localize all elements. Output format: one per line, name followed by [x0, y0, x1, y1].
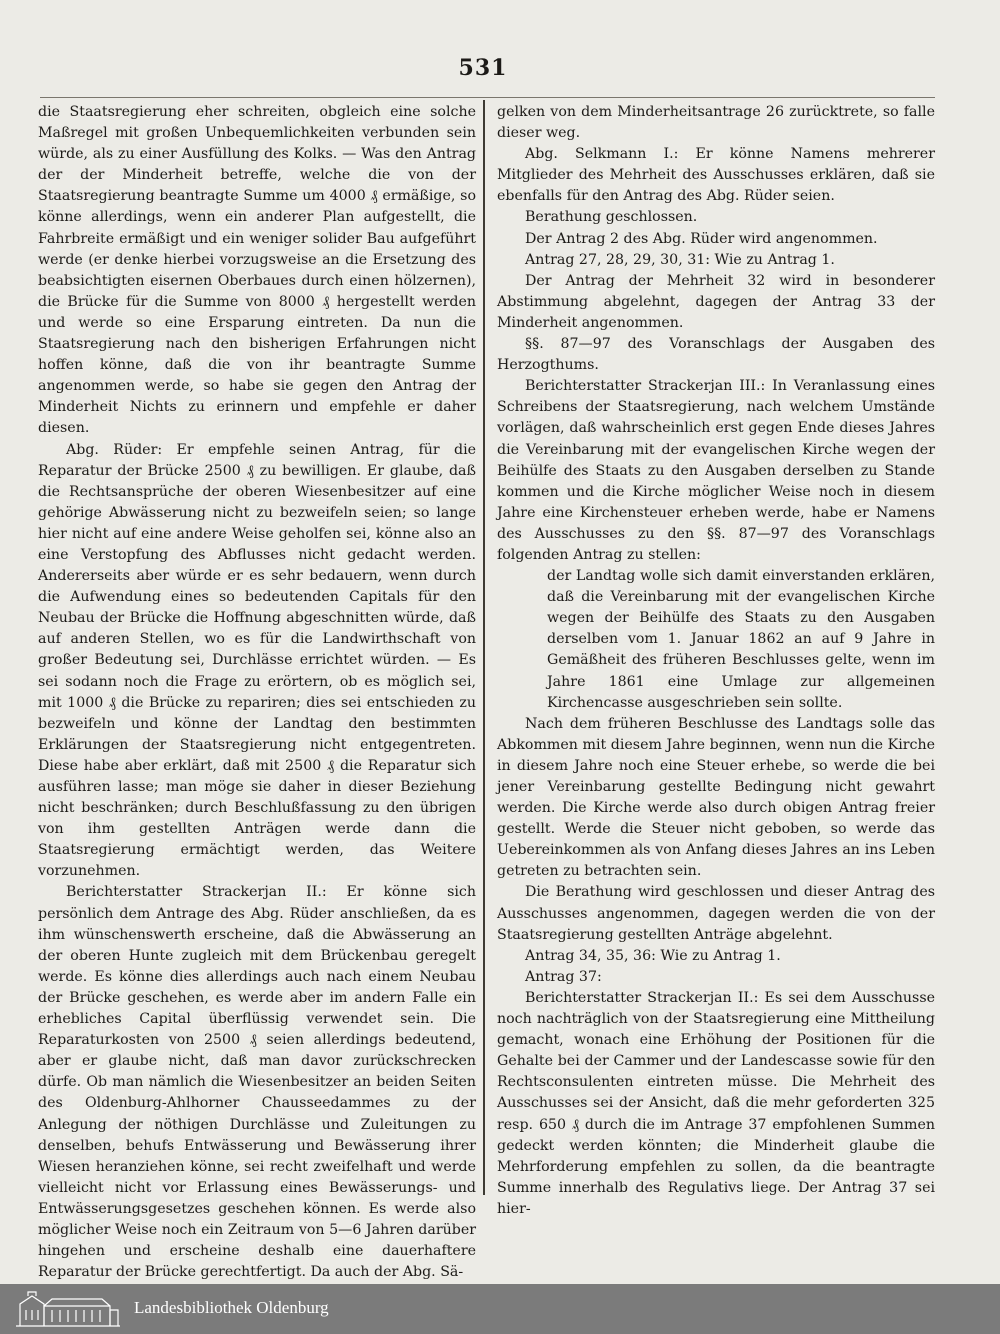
paragraph: Berichterstatter Strackerjan II.: Er könne sich persönlich dem Antrage des Abg. Rüder anschließen, da es ihm wünschenswerth erscheine, daß die Abwässerung an der oberen Hunte zugleich mit dem Brückenbau geregelt werde. Es könne dies allerdings auch nach einem Neubau der Brücke geschehen, es werde aber im andern Falle ein erhebliches Capital überflüssig verwendet sein. Die Reparaturkosten von 2500 ₰ seien allerdings bedeutend, aber er glaube nicht, daß man davor zurückschrecken dürfe. Ob man nämlich die Wiesenbesitzer an beiden Seiten des Oldenburg-Ahlhorner Chausseedammes zu der Anlegung der nöthigen Durchlässe und Zuleitungen zu denselben, behufs Entwässerung und Bewässerung ihrer Wiesen heranziehen könne, sei recht zweifelhaft und werde vielleicht nicht vor Erlassung eines Bewässerungs- und Entwässerungsgesetzes geschehen können. Es werde also möglicher Weise noch ein Zeitraum von 5—6 Jahren darüber hingehen und erscheine deshalb eine dauerhaftere Reparatur der Brücke gerechtfertigt. Da auch der Abg. Sä-: [38, 884, 476, 1281]
paragraph: Abg. Rüder: Er empfehle seinen Antrag, für die Reparatur der Brücke 2500 ₰ zu bewilligen. Er glaube, daß die Rechtsansprüche der oberen Wiesenbesitzer auf eine gehörige Abwässerung nicht zu bezweifeln seien; so lange hier nicht auf eine andere Weise geholfen sei, könne also an eine Verstopfung des Abflusses nicht gedacht werden. Andererseits aber würde er es sehr bedauern, wenn durch die Aufwendung eines so bedeutenden Capitals für den Neubau der Brücke die Hoffnung abgeschnitten würde, daß auf anderen Stellen, wo es für die Landwirthschaft von großer Bedeutung sei, Durchlässe errichtet würden. — Es sei sodann noch die Frage zu erörtern, ob es möglich sei, mit 1000 ₰ die Brücke zu repariren; dies sei entschieden zu bezweifeln und könne der Landtag den bestimmten Erklärungen der Staatsregierung nicht entgegentreten. Diese habe aber erklärt, daß mit 2500 ₰ die Reparatur sich ausführen lasse; man möge sie daher in dieser Beziehung nicht beschränken; durch Beschlußfassung zu den übrigen von ihm gestellten Anträgen werde dann die Staatsregierung ermächtigt werden, das Weitere vorzunehmen.: [38, 441, 476, 880]
paragraph: Berichterstatter Strackerjan II.: Es sei dem Ausschusse noch nachträglich von der Staatsregierung eine Mittheilung gemacht, wonach eine Erhöhung der Positionen für die Gehalte bei der Cammer und der Landescasse sowie für den Rechtsconsulenten eintreten müsse. Die Mehrheit des Ausschusses sei der Ansicht, daß die mehr geforderten 325 resp. 650 ₰ durch die im Antrage 37 empfohlenen Summen gedeckt werden könnten; die Minderheit glaube die Mehrforderung empfehlen zu sollen, da die beantragte Summe innerhalb des Regulativs liege. Der Antrag 37 sei hier-: [497, 989, 935, 1217]
paragraph: Abg. Selkmann I.: Er könne Namens mehrerer Mitglieder des Mehrheit des Ausschusses erklären, daß sie ebenfalls für den Antrag des Abg. Rüder seien.: [497, 146, 935, 205]
library-name: Landesbibliothek Oldenburg: [134, 1298, 329, 1317]
page-number: 531: [458, 55, 508, 81]
paragraph: gelken von dem Minderheitsantrage 26 zurücktrete, so falle dieser weg.: [497, 104, 935, 142]
paragraph: Der Antrag 2 des Abg. Rüder wird angenommen.: [525, 230, 878, 247]
paragraph: Antrag 27, 28, 29, 30, 31: Wie zu Antrag 1.: [525, 251, 835, 268]
motion-text: der Landtag wolle sich damit einverstanden erklären, daß die Vereinbarung mit der evangelischen Kirche wegen der Beihülfe des Staats zu den Ausgaben derselben vom 1. Januar 1862 an auf 9 Jahre in Gemäßheit des früheren Beschlusses gelte, wenn im Jahre 1861 eine Umlage zur allgemeinen Kirchencasse ausgeschrieben sein sollte.: [547, 568, 935, 711]
paragraph: die Staatsregierung eher schreiten, obgleich eine solche Maßregel mit großen Unbequemlichkeiten verbunden sein würde, als zu einer Ausfüllung des Kolks. — Was den Antrag der der Minderheit betreffe, welche die von der Staatsregierung beantragte Summe um 4000 ₰ ermäßige, so könne allerdings, wenn ein anderer Plan aufgestellt, die Fahrbreite ermäßigt und ein weniger solider Bau aufgeführt werde (er denke hierbei vorzugsweise an die Ersetzung des beabsichtigten eisernen Oberbaues durch einen hölzernen), die Brücke für die Summe von 8000 ₰ hergestellt werden und werde so eine Ersparung eintreten. Da nun die Staatsregierung nach den bisherigen Erfahrungen nicht hoffen könne, daß die von ihr beantragte Summe angenommen werde, so habe sie gegen den Antrag der Minderheit Nichts zu erinnern und empfehle er daher diesen.: [38, 104, 476, 437]
left-column: [38, 102, 476, 1283]
paragraph: Die Berathung wird geschlossen und dieser Antrag des Ausschusses angenommen, dagegen werden die von der Staatsregierung gestellten Anträge abgelehnt.: [497, 884, 935, 943]
paragraph: Antrag 37:: [525, 968, 602, 985]
section-heading: §§. 87—97 des Voranschlags der Ausgaben des Herzogthums.: [497, 336, 935, 374]
library-building-icon: [14, 1290, 122, 1328]
paragraph: Berathung geschlossen.: [525, 209, 698, 226]
column-rule: [483, 100, 485, 1195]
paragraph: Der Antrag der Mehrheit 32 wird in besonderer Abstimmung abgelehnt, dagegen der Antrag 33 der Minderheit angenommen.: [497, 272, 935, 331]
paragraph: Nach dem früheren Beschlusse des Landtags solle das Abkommen mit diesem Jahre beginnen, wenn nun die Kirche in diesem Jahre noch eine Steuer erhebe, so werde die bei jener Vereinbarung gestellte Bedingung nicht gewahrt werden. Die Kirche werde also durch obigen Antrag freier gestellt. Werde die Steuer nicht geboben, so werde das Uebereinkommen als von Anfang dieses Jahres an ins Leben getreten zu betrachten sein.: [497, 715, 935, 880]
paragraph: Berichterstatter Strackerjan III.: In Veranlassung eines Schreibens der Staatsregierung, nach welchem Umstände vorlägen, daß wahrscheinlich erst gegen Ende dieses Jahres die Vereinbarung mit der evangelischen Kirche wegen der Beihülfe des Staats zu den Ausgaben derselben zu Stande kommen und die Kirche möglicher Weise noch in diesem Jahre eine Kirchensteuer erheben werde, habe er Namens des Ausschusses zu den §§. 87—97 des Voranschlags folgenden Antrag zu stellen:: [497, 378, 935, 563]
paragraph: Antrag 34, 35, 36: Wie zu Antrag 1.: [525, 947, 781, 964]
right-column: [497, 102, 935, 1220]
header-rule: [40, 97, 935, 98]
footer-bar: [0, 1284, 1000, 1334]
